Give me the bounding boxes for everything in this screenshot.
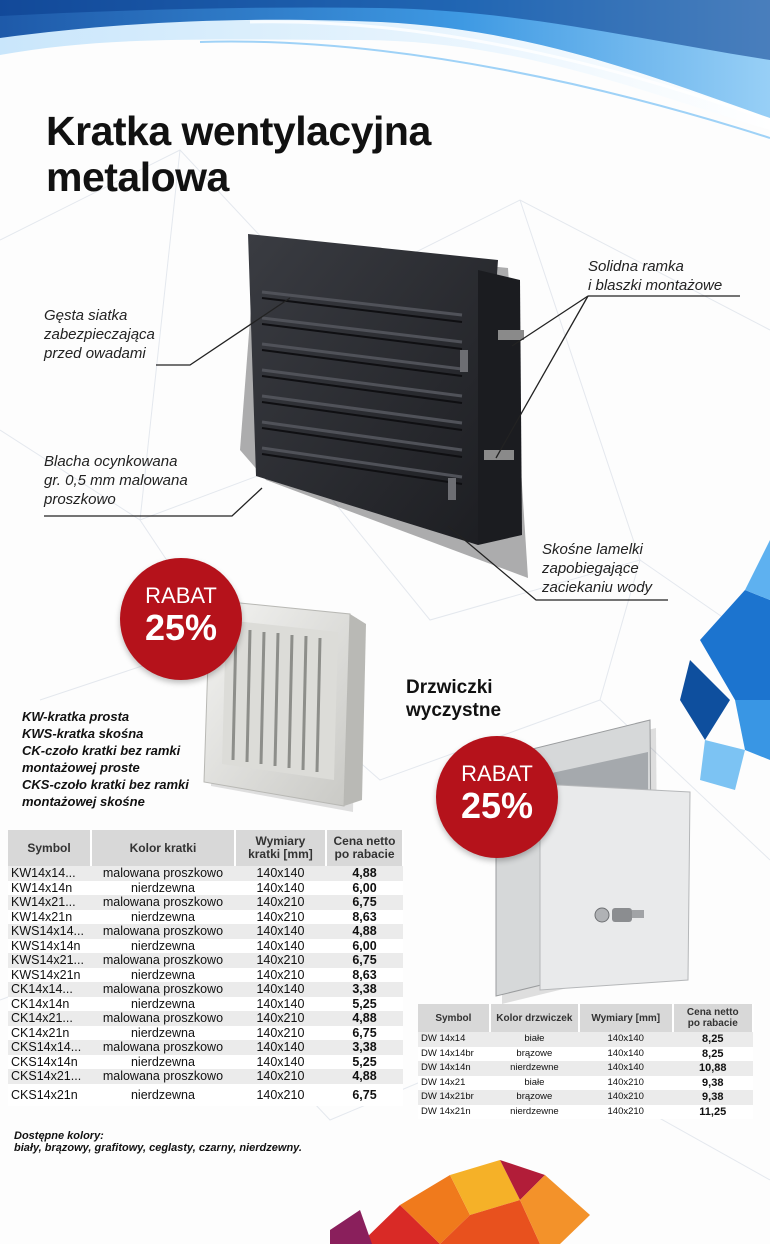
cell-kolor: malowana proszkowo: [91, 982, 235, 997]
cell-cena: 6,75: [326, 895, 403, 910]
table-row: [418, 1090, 753, 1105]
doors-title-line: wyczystne: [406, 700, 502, 721]
table-row: [8, 1040, 403, 1055]
discount-badge: [120, 558, 242, 680]
callout-text: przed owadami: [44, 345, 146, 362]
cell-wymiary: 140x140: [235, 881, 326, 896]
callout-text: proszkowo: [44, 491, 116, 508]
table-row: [418, 1032, 753, 1047]
cell-symbol: DW 14x14br: [418, 1047, 490, 1062]
cell-symbol: DW 14x21: [418, 1076, 490, 1091]
header-symbol: Symbol: [8, 830, 91, 866]
cell-cena: 9,38: [673, 1090, 754, 1105]
table-row: [8, 1084, 403, 1106]
table-row: [8, 982, 403, 997]
table-row: [418, 1105, 753, 1120]
callout-text: Blacha ocynkowana: [44, 453, 178, 470]
table-row: [8, 910, 403, 925]
cell-symbol: KWS14x21...: [8, 953, 91, 968]
cell-symbol: CK14x14...: [8, 982, 91, 997]
cell-cena: 5,25: [326, 1055, 403, 1070]
colors-list: biały, brązowy, grafitowy, ceglasty, czarny, nierdzewny.: [14, 1142, 302, 1154]
cell-cena: 4,88: [326, 866, 403, 881]
blue-crystals: [680, 540, 770, 790]
table-row: [418, 1047, 753, 1062]
title-line-2: metalowa: [46, 154, 229, 200]
legend-line: KWS-kratka skośna: [22, 726, 144, 741]
cell-wymiary: 140x140: [235, 997, 326, 1012]
cell-cena: 10,88: [673, 1061, 754, 1076]
cell-kolor: malowana proszkowo: [91, 924, 235, 939]
cell-symbol: KW14x21...: [8, 895, 91, 910]
header-line: Wymiary: [255, 834, 306, 848]
cell-cena: 6,00: [326, 939, 403, 954]
cell-cena: 6,00: [326, 881, 403, 896]
header-wymiary: [235, 830, 326, 866]
cell-cena: 8,25: [673, 1047, 754, 1062]
cell-wymiary: 140x210: [235, 953, 326, 968]
callout-text: zaciekaniu wody: [542, 579, 653, 596]
cell-kolor: malowana proszkowo: [91, 953, 235, 968]
header-line: po rabacie: [334, 847, 395, 861]
discount-label: RABAT: [461, 761, 533, 786]
table-row: [8, 895, 403, 910]
header-line: Cena netto: [333, 834, 396, 848]
cell-symbol: KW14x14...: [8, 866, 91, 881]
header-line: Cena netto: [686, 1007, 739, 1018]
cell-wymiary: 140x210: [235, 895, 326, 910]
cell-kolor: malowana proszkowo: [91, 1040, 235, 1055]
symbol-legend: [22, 708, 189, 810]
cell-cena: 5,25: [326, 997, 403, 1012]
header-symbol: Symbol: [418, 1004, 490, 1032]
cell-kolor: nierdzewna: [91, 1055, 235, 1070]
table-row: [8, 953, 403, 968]
cell-kolor: nierdzewna: [91, 1084, 235, 1106]
callout-text: Gęsta siatka: [44, 307, 128, 324]
cell-symbol: DW 14x21n: [418, 1105, 490, 1120]
table-row: [8, 1069, 403, 1084]
cell-cena: 3,38: [326, 1040, 403, 1055]
table-row: [8, 1011, 403, 1026]
table-row: [8, 997, 403, 1012]
legend-line: KW-kratka prosta: [22, 709, 130, 724]
grille-price-table: [8, 830, 404, 1106]
cell-cena: 9,38: [673, 1076, 754, 1091]
cell-wymiary: 140x210: [235, 968, 326, 983]
header-line: kratki [mm]: [248, 847, 313, 861]
cell-cena: 6,75: [326, 953, 403, 968]
header-wymiary: Wymiary [mm]: [579, 1004, 673, 1032]
cell-kolor: nierdzewna: [91, 997, 235, 1012]
callout-lamelki: [542, 540, 652, 597]
cell-cena: 6,75: [326, 1084, 403, 1106]
cell-kolor: brązowe: [490, 1090, 579, 1105]
cell-symbol: CK14x14n: [8, 997, 91, 1012]
cell-kolor: nierdzewne: [490, 1105, 579, 1120]
colors-heading: Dostępne kolory:: [14, 1130, 104, 1142]
discount-badge-doors: [436, 736, 558, 858]
cell-symbol: KW14x21n: [8, 910, 91, 925]
header-line: po rabacie: [687, 1018, 738, 1029]
cell-symbol: CKS14x14...: [8, 1040, 91, 1055]
cell-kolor: malowana proszkowo: [91, 1069, 235, 1084]
cell-wymiary: 140x210: [235, 1026, 326, 1041]
cell-cena: 3,38: [326, 982, 403, 997]
cell-symbol: CKS14x14n: [8, 1055, 91, 1070]
table-header-row: [8, 830, 403, 866]
cell-wymiary: 140x210: [235, 1011, 326, 1026]
cell-kolor: nierdzewna: [91, 1026, 235, 1041]
cell-wymiary: 140x140: [579, 1061, 673, 1076]
cell-symbol: KWS14x21n: [8, 968, 91, 983]
cell-kolor: nierdzewna: [91, 968, 235, 983]
doors-title-line: Drzwiczki: [406, 677, 493, 698]
legend-line: montażowej skośne: [22, 794, 145, 809]
callout-blacha: [44, 452, 188, 509]
legend-line: CKS-czoło kratki bez ramki: [22, 777, 189, 792]
cell-wymiary: 140x140: [235, 1040, 326, 1055]
discount-value: 25%: [144, 607, 218, 648]
cell-kolor: białe: [490, 1076, 579, 1091]
page-title: [46, 108, 431, 200]
cell-kolor: nierdzewna: [91, 881, 235, 896]
cell-wymiary: 140x140: [235, 982, 326, 997]
cell-symbol: KW14x14n: [8, 881, 91, 896]
discount-label: RABAT: [145, 583, 217, 608]
cell-kolor: malowana proszkowo: [91, 895, 235, 910]
cell-symbol: DW 14x14n: [418, 1061, 490, 1076]
title-line-1: Kratka wentylacyjna: [46, 108, 431, 154]
red-crystals: [330, 1160, 590, 1244]
legend-line: CK-czoło kratki bez ramki: [22, 743, 181, 758]
table-row: [418, 1076, 753, 1091]
legend-line: montażowej proste: [22, 760, 140, 775]
cell-wymiary: 140x210: [235, 910, 326, 925]
cell-wymiary: 140x210: [235, 1069, 326, 1084]
cell-kolor: malowana proszkowo: [91, 1011, 235, 1026]
table-row: [8, 1026, 403, 1041]
cell-cena: 6,75: [326, 1026, 403, 1041]
cell-wymiary: 140x140: [579, 1032, 673, 1047]
cell-wymiary: 140x140: [235, 1055, 326, 1070]
cell-cena: 11,25: [673, 1105, 754, 1120]
cell-symbol: KWS14x14...: [8, 924, 91, 939]
cell-wymiary: 140x210: [579, 1105, 673, 1120]
header-kolor: Kolor kratki: [91, 830, 235, 866]
cell-kolor: nierdzewne: [490, 1061, 579, 1076]
cell-kolor: nierdzewna: [91, 910, 235, 925]
callout-text: Skośne lamelki: [542, 541, 643, 558]
cell-kolor: nierdzewna: [91, 939, 235, 954]
dark-grille-image: [240, 234, 528, 578]
callout-text: i blaszki montażowe: [588, 277, 723, 294]
header-kolor: Kolor drzwiczek: [490, 1004, 579, 1032]
cell-kolor: malowana proszkowo: [91, 866, 235, 881]
header-cena: [673, 1004, 754, 1032]
cell-wymiary: 140x140: [235, 924, 326, 939]
cell-wymiary: 140x210: [579, 1090, 673, 1105]
table-row: [8, 881, 403, 896]
table-row: [8, 1055, 403, 1070]
cell-symbol: KWS14x14n: [8, 939, 91, 954]
cell-kolor: brązowe: [490, 1047, 579, 1062]
available-colors-note: [14, 1130, 302, 1154]
header-cena: [326, 830, 403, 866]
cell-wymiary: 140x140: [235, 939, 326, 954]
doors-title: [406, 676, 501, 722]
table-row: [8, 924, 403, 939]
table-row: [8, 939, 403, 954]
cell-symbol: DW 14x21br: [418, 1090, 490, 1105]
doors-price-table: [418, 1004, 754, 1119]
callout-siatka: [44, 306, 155, 363]
cell-cena: 4,88: [326, 1069, 403, 1084]
cell-cena: 8,25: [673, 1032, 754, 1047]
callout-text: zapobiegające: [542, 560, 639, 577]
cell-cena: 8,63: [326, 968, 403, 983]
callout-text: Solidna ramka: [588, 258, 684, 275]
callout-text: zabezpieczająca: [44, 326, 155, 343]
cell-wymiary: 140x210: [235, 1084, 326, 1106]
cell-cena: 4,88: [326, 1011, 403, 1026]
cell-symbol: CKS14x21...: [8, 1069, 91, 1084]
callout-ramka: [588, 257, 722, 295]
cell-symbol: CK14x21n: [8, 1026, 91, 1041]
cell-wymiary: 140x140: [579, 1047, 673, 1062]
cell-cena: 8,63: [326, 910, 403, 925]
cell-wymiary: 140x210: [579, 1076, 673, 1091]
discount-value: 25%: [460, 785, 534, 826]
table-header-row: [418, 1004, 753, 1032]
cell-wymiary: 140x140: [235, 866, 326, 881]
cell-symbol: DW 14x14: [418, 1032, 490, 1047]
callout-text: gr. 0,5 mm malowana: [44, 472, 188, 489]
cell-symbol: CKS14x21n: [8, 1084, 91, 1106]
table-row: [8, 968, 403, 983]
cell-kolor: białe: [490, 1032, 579, 1047]
table-row: [418, 1061, 753, 1076]
table-row: [8, 866, 403, 881]
cell-symbol: CK14x21...: [8, 1011, 91, 1026]
cell-cena: 4,88: [326, 924, 403, 939]
